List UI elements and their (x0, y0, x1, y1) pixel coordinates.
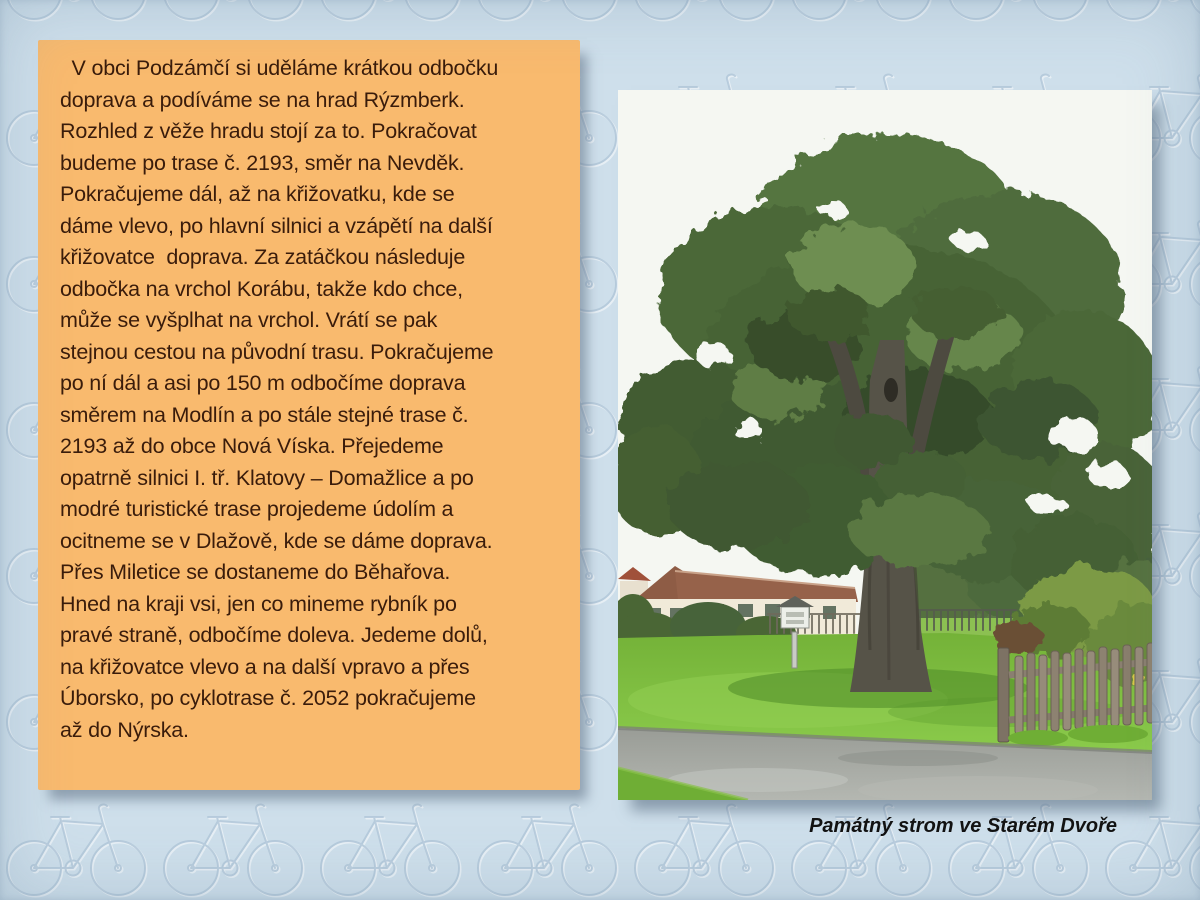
text-line: doprava a podíváme se na hrad Rýzmberk. (60, 87, 465, 112)
text-line: Rozhled z věže hradu stojí za to. Pokračovat (60, 119, 477, 143)
tree-photo-scene (618, 90, 1152, 800)
text-line: opatrně silnici I. tř. Klatovy – Domažlice a po (60, 465, 474, 490)
text-line: pravé straně, odbočíme doleva. Jedeme dolů, (60, 623, 488, 647)
route-description-box (38, 40, 580, 790)
text-line: Pokračujeme dál, až na křižovatku, kde se (60, 182, 455, 206)
picket-fence (998, 643, 1152, 746)
text-line: až do Nýrska. (60, 717, 189, 742)
memorial-tree-photo (618, 90, 1152, 800)
text-line: odbočka na vrchol Korábu, takže kdo chce, (60, 276, 463, 301)
text-line: Hned na kraji vsi, jen co mineme rybník po (60, 591, 457, 616)
photo-caption: Památný strom ve Starém Dvoře (809, 815, 1117, 837)
text-line: Úborsko, po cyklotrase č. 2052 pokračujeme (60, 686, 476, 710)
text-line: V obci Podzámčí si uděláme krátkou odbočku (60, 56, 499, 80)
text-line: modré turistické trase projedeme údolím a (60, 497, 454, 521)
text-line: může se vyšplhat na vrchol. Vrátí se pak (60, 308, 438, 332)
text-line: Přes Miletice se dostaneme do Běhařova. (60, 560, 451, 584)
text-line: budeme po trase č. 2193, směr na Nevděk. (60, 150, 465, 175)
text-line: dáme vlevo, po hlavní silnici a vzápětí na další (60, 213, 493, 238)
text-line: směrem na Modlín a po stále stejné trase č. (60, 402, 469, 427)
text-line: na křižovatce vlevo a na další vpravo a přes (60, 654, 470, 679)
route-description-text (60, 53, 566, 746)
text-line: stejnou cestou na původní trasu. Pokračujeme (60, 339, 494, 364)
text-line: po ní dál a asi po 150 m odbočíme doprava (60, 371, 466, 395)
text-line: 2193 až do obce Nová Víska. Přejedeme (60, 434, 444, 458)
text-line: ocitneme se v Dlažově, kde se dáme doprava. (60, 528, 493, 553)
text-line: křižovatce doprava. Za zatáčkou následuje (60, 245, 466, 269)
